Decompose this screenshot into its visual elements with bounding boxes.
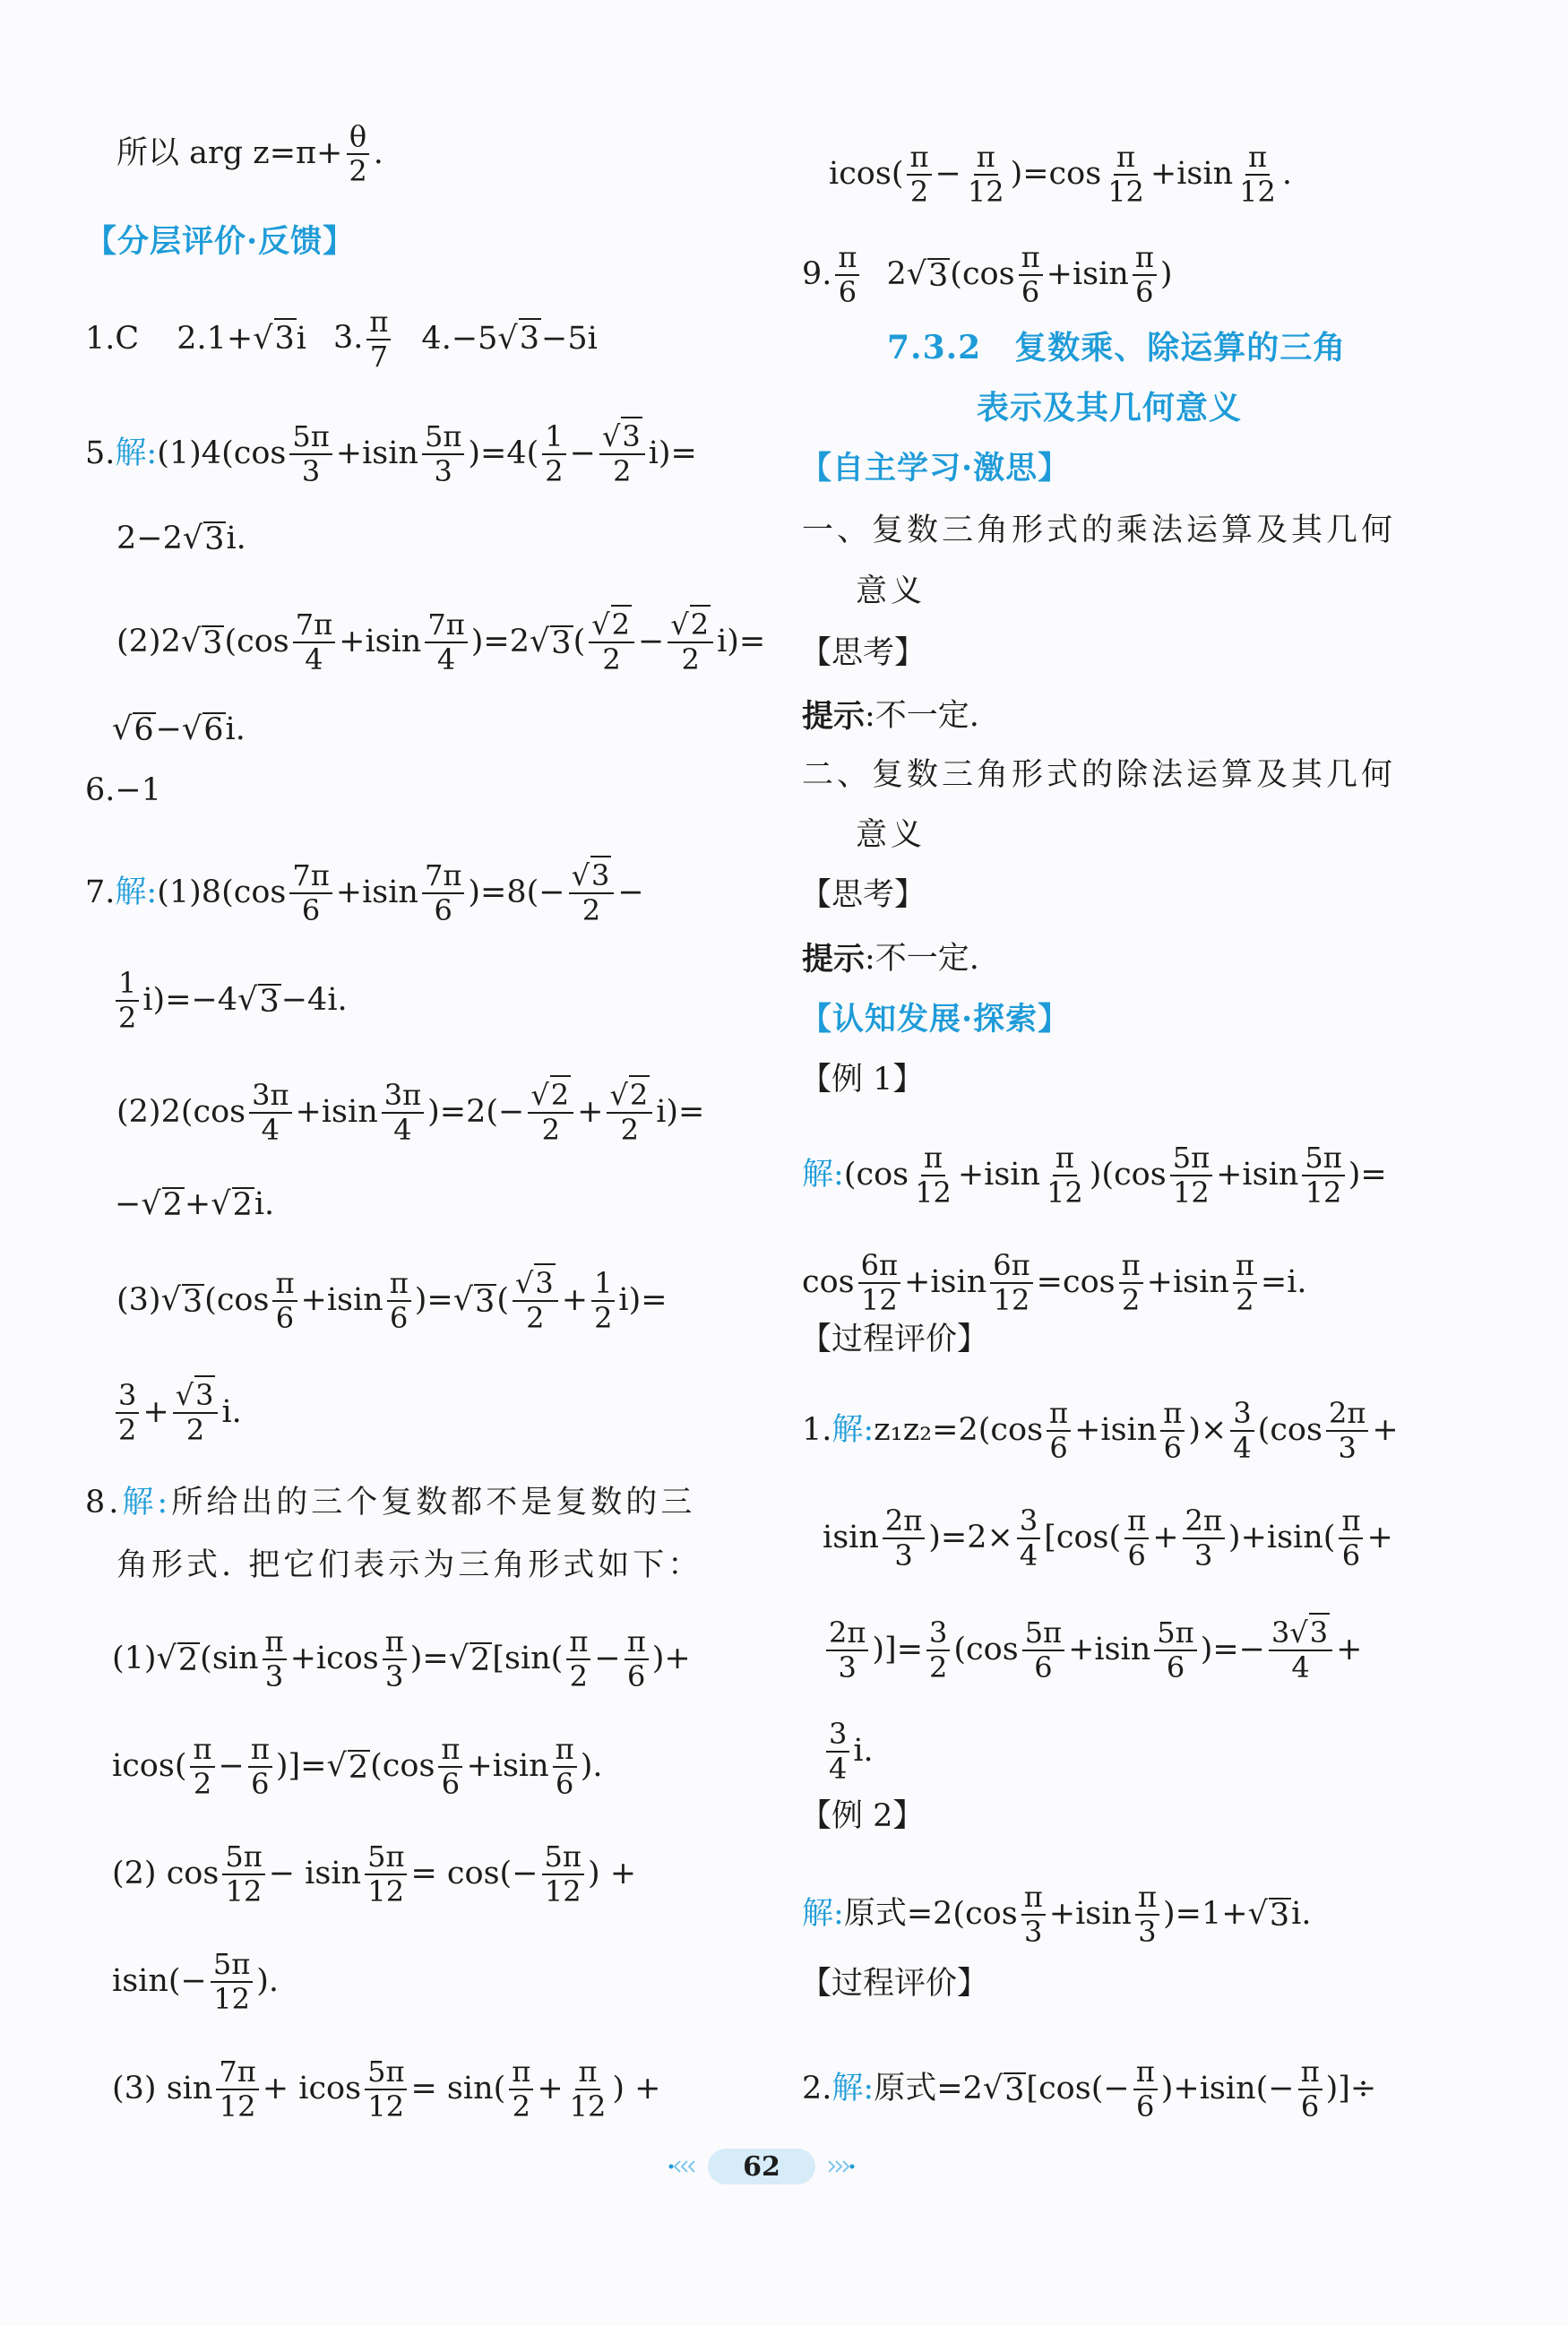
q8-line-3: (1)√ 2 (sin π 3 +icos π 3 )=√ 2 [sin( π 2 − π 6 )+: [112, 1624, 691, 1693]
pe1-line-4: 3 4 i.: [823, 1719, 874, 1784]
pe1-line-3: 2π 3 )]= 3 2 (cos 5π 6 +isin 5π 6 )=− 3√3 4 +: [823, 1617, 1362, 1683]
section-heading-self-study: 【自主学习·激思】: [800, 450, 1071, 487]
answer-3: 3. $\frac{\pi}{7}$: [333, 306, 394, 372]
think-label-2: 【思考】: [800, 877, 926, 913]
solution-label: 解: [802, 1896, 834, 1933]
pe1-line-1: 1. 解 : z₁z₂=2(cos π 6 +isin π 6 )× 3 4 (cos 2π 3 +: [802, 1396, 1399, 1465]
heading-division: 二、复数三角形式的除法运算及其几何: [802, 757, 1397, 793]
answer-4: 4.−5√3−5i: [421, 323, 597, 355]
solution-label: 解: [831, 1412, 864, 1449]
answer-2: 2.1+√3i: [177, 323, 306, 355]
q5-line-1: 5. 解 : (1)4(cos 5π 3 +isin 5π 3 )=4( 1 2 − √3 2 i)=: [85, 421, 697, 487]
line-arg-z: 所以 arg z=π+ $\frac{\theta}{2}$ .: [116, 119, 383, 188]
arg-z-text: 所以 arg z=π+: [116, 135, 343, 172]
section-title-line-2: 表示及其几何意义: [977, 389, 1243, 426]
pe1-line-2: isin 2π 3 )=2× 3 4 [cos( π 6 + 2π 3 )+isin( π 6 +: [823, 1503, 1393, 1572]
q5-line-2: 2−2√ 3 i.: [116, 520, 246, 557]
q7-line-1: 7. 解 : (1)8(cos 7π 6 +isin 7π 6 )=8(− √3 2 −: [85, 860, 644, 926]
solution-label: 解: [122, 1485, 158, 1521]
page-number: 62: [708, 2149, 815, 2184]
section-heading-layered-evaluation: 【分层评价·反馈】: [85, 223, 356, 260]
page-number-left-ornament: [668, 2159, 703, 2174]
pe2-line-1: 2. 解 : 原式 =2√ 3 [cos(− π 6 )+isin(− π 6 )]÷: [802, 2055, 1377, 2124]
heading-multiplication-cont: 意义: [856, 573, 926, 609]
q8-line-5: (2) cos 5π 12 − isin 5π 12 = cos(− 5π 12 ) +: [112, 1839, 637, 1908]
hint-1: 提示 :不一定.: [802, 698, 979, 735]
q5-line-3: (2)2√ 3 (cos 7π 4 +isin 7π 4 )=2√ 3 ( √2 2 − √2 2 i)=: [116, 609, 765, 675]
q7-line-2: 1 2 i)=−4√ 3 −4i.: [112, 968, 348, 1033]
answer-6: 6.−1: [85, 772, 161, 808]
q8-line-7: (3) sin 7π 12 + icos 5π 12 = sin( π 2 + π 12 ) +: [112, 2055, 661, 2124]
section-heading-cognitive: 【认知发展·探索】: [800, 1001, 1071, 1038]
answer-1: 1.C: [85, 321, 140, 358]
process-evaluation-label-2: 【过程评价】: [800, 1966, 989, 2002]
section-title-line-1: 7.3.2 复数乘、除运算的三角: [887, 329, 1347, 366]
example-1-label: 【例 1】: [800, 1062, 925, 1098]
heading-division-cont: 意义: [856, 817, 926, 853]
q7-line-3: (2)2(cos 3π 4 +isin 3π 4 )=2(− √2 2 + √2 2 i)=: [116, 1080, 704, 1145]
ex1-line-2: cos 6π 12 +isin 6π 12 =cos π 2 +isin π 2 =i.: [802, 1248, 1307, 1317]
answer-9: 9. π 6 2√ 3 (cos π 6 +isin π 6 ): [802, 240, 1173, 309]
ex2-line-1: 解 : 原式 =2(cos π 3 +isin π 3 )=1+√ 3 i.: [802, 1880, 1312, 1949]
example-2-label: 【例 2】: [800, 1798, 925, 1834]
fraction-theta-over-2: $\frac{\theta}{2}$: [346, 121, 369, 186]
q5-line-4: √ 6 −√ 6 i.: [112, 711, 246, 748]
answers-1-to-4: [85, 306, 598, 372]
q7-line-5: (3)√ 3 (cos π 6 +isin π 6 )=√ 3 ( √3 2 + 1 2 i)=: [116, 1268, 668, 1333]
q8-line-2: 角形式. 把它们表示为三角形式如下：: [116, 1547, 703, 1583]
process-evaluation-label-1: 【过程评价】: [800, 1322, 989, 1357]
heading-multiplication: 一、复数三角形式的乘法运算及其几何: [802, 513, 1397, 548]
r-line-icos: icos( π 2 − π 12 )=cos π 12 +isin π 12 .: [829, 140, 1292, 209]
ex1-line-1: 解 : (cos π 12 +isin π 12 )(cos 5π 12 +isin 5π 12 )=: [802, 1141, 1387, 1210]
solution-label: 解: [115, 435, 147, 472]
q8-line-6: isin(− 5π 12 ).: [112, 1947, 280, 2016]
page-number-right-ornament: [820, 2159, 856, 2174]
q8-line-1: 8. 解 : 所给出的三个复数都不是复数的三: [85, 1485, 696, 1521]
q8-line-4: icos( π 2 − π 6 )]=√ 2 (cos π 6 +isin π 6 ).: [112, 1732, 603, 1801]
q7-line-6: 3 2 + √3 2 i.: [112, 1380, 242, 1445]
q7-line-4: −√ 2 +√ 2 i.: [115, 1185, 275, 1223]
think-label-1: 【思考】: [800, 635, 926, 671]
solution-label: 解: [115, 874, 147, 911]
solution-label: 解: [802, 1157, 834, 1193]
solution-label: 解: [831, 2071, 864, 2107]
hint-2: 提示 :不一定.: [802, 941, 979, 978]
